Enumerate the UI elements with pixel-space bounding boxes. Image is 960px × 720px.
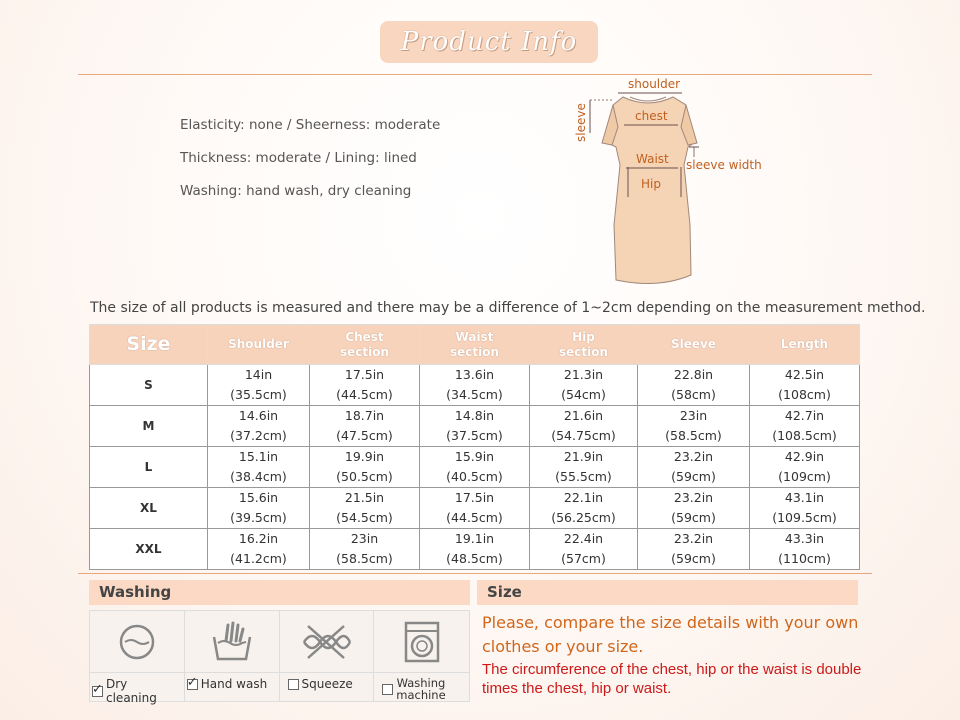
- table-cell: [420, 488, 530, 529]
- cell-cm: (37.5cm): [446, 428, 503, 443]
- size-table-header-row: [90, 325, 860, 365]
- cell-in: 21.9in: [563, 449, 604, 464]
- size-heading: Size: [477, 580, 858, 605]
- title-banner: [380, 21, 598, 63]
- cell-in: 42.9in: [784, 449, 825, 464]
- table-row: [90, 447, 860, 488]
- table-cell: [638, 488, 750, 529]
- squeeze-checkbox: [288, 679, 299, 690]
- cell-in: 23.2in: [673, 531, 714, 546]
- wash-item-hand-wash: [185, 611, 280, 701]
- table-cell: [420, 406, 530, 447]
- header-size: [90, 325, 208, 365]
- cell-in: 42.7in: [784, 408, 825, 423]
- diagram-label-shoulder: shoulder: [628, 77, 681, 91]
- cell-cm: (58cm): [671, 387, 716, 402]
- table-row: [90, 488, 860, 529]
- cell-cm: (37.2cm): [230, 428, 287, 443]
- table-cell: [310, 365, 420, 406]
- diagram-label-chest: chest: [635, 109, 668, 123]
- size-circumference-text: The circumference of the chest, hip or the waist is double times the chest, hip or waist.: [482, 661, 862, 697]
- cell-in: 14.8in: [454, 408, 495, 423]
- header-waist: [420, 325, 530, 365]
- cell-cm: (108.5cm): [772, 428, 837, 443]
- washing-machine-label: [396, 677, 445, 701]
- size-cell: XL: [90, 488, 208, 529]
- info-washing: Washing: hand wash, dry cleaning: [180, 183, 412, 199]
- header-hip: [530, 325, 638, 365]
- dry-cleaning-label: Dry cleaning: [106, 677, 157, 705]
- wash-icon-box: [374, 611, 469, 673]
- cell-in: 21.6in: [563, 408, 604, 423]
- wash-item-dry-cleaning: [90, 611, 185, 705]
- table-cell: [208, 365, 310, 406]
- table-cell: [750, 488, 860, 529]
- diagram-label-hip: Hip: [641, 177, 661, 191]
- wash-item-washing-machine: [374, 611, 469, 701]
- diagram-label-sleeve-width: sleeve width: [686, 158, 762, 172]
- header-chest-sub: section: [339, 344, 390, 359]
- header-chest: [310, 325, 420, 365]
- cell-in: 19.1in: [454, 531, 495, 546]
- table-cell: [750, 447, 860, 488]
- cell-in: 14.6in: [238, 408, 279, 423]
- hand-wash-icon: [208, 619, 256, 665]
- header-chest-label: Chest: [345, 329, 384, 344]
- cell-cm: (109cm): [778, 469, 831, 484]
- cell-in: 17.5in: [344, 367, 385, 382]
- cell-cm: (48.5cm): [446, 551, 503, 566]
- cell-in: 22.8in: [673, 367, 714, 382]
- size-cell: S: [90, 365, 208, 406]
- header-hip-sub: section: [558, 344, 609, 359]
- measurement-note: The size of all products is measured and there may be a difference of 1~2cm depending on the measurement method.: [90, 300, 926, 316]
- cell-in: 14in: [244, 367, 273, 382]
- cell-in: 18.7in: [344, 408, 385, 423]
- size-cell: XXL: [90, 529, 208, 570]
- table-cell: [208, 406, 310, 447]
- wash-label-row: [92, 677, 182, 705]
- table-row: [90, 529, 860, 570]
- cell-in: 21.5in: [344, 490, 385, 505]
- washing-icons-grid: [89, 610, 470, 705]
- wash-icon-box: [185, 611, 279, 673]
- header-hip-label: Hip: [572, 329, 595, 344]
- dry-clean-icon: [115, 620, 159, 664]
- wash-label-row: [187, 677, 277, 691]
- cell-cm: (44.5cm): [336, 387, 393, 402]
- table-cell: [530, 529, 638, 570]
- cell-cm: (54.75cm): [551, 428, 616, 443]
- page-title: Product Info: [400, 27, 578, 57]
- cell-in: 23in: [679, 408, 708, 423]
- header-waist-sub: section: [449, 344, 500, 359]
- cell-in: 23.2in: [673, 449, 714, 464]
- wash-icon-box: [280, 611, 374, 673]
- cell-in: 42.5in: [784, 367, 825, 382]
- squeeze-label: Squeeze: [301, 677, 353, 691]
- header-shoulder: [208, 325, 310, 365]
- table-cell: [420, 529, 530, 570]
- washing-machine-icon: [402, 620, 442, 664]
- cell-in: 19.9in: [344, 449, 385, 464]
- cell-cm: (59cm): [671, 469, 716, 484]
- cell-cm: (59cm): [671, 551, 716, 566]
- table-cell: [530, 488, 638, 529]
- cell-in: 21.3in: [563, 367, 604, 382]
- cell-cm: (39.5cm): [230, 510, 287, 525]
- table-cell: [310, 488, 420, 529]
- header-waist-label: Waist: [455, 329, 494, 344]
- cell-cm: (58.5cm): [336, 551, 393, 566]
- header-shoulder-label: Shoulder: [228, 337, 289, 351]
- washing-machine-checkbox: [382, 684, 393, 695]
- cell-in: 16.2in: [238, 531, 279, 546]
- no-wring-icon: [298, 622, 354, 662]
- table-cell: [638, 365, 750, 406]
- washing-machine-label-line2: machine: [396, 688, 446, 702]
- table-cell: [208, 488, 310, 529]
- cell-cm: (57cm): [561, 551, 606, 566]
- header-length: [750, 325, 860, 365]
- table-cell: [310, 406, 420, 447]
- cell-cm: (54.5cm): [336, 510, 393, 525]
- cell-in: 43.3in: [784, 531, 825, 546]
- table-cell: [310, 447, 420, 488]
- cell-in: 43.1in: [784, 490, 825, 505]
- hand-wash-label: Hand wash: [200, 677, 268, 691]
- table-cell: [638, 406, 750, 447]
- cell-in: 22.1in: [563, 490, 604, 505]
- table-cell: [530, 406, 638, 447]
- cell-in: 15.1in: [238, 449, 279, 464]
- cell-cm: (35.5cm): [230, 387, 287, 402]
- cell-cm: (47.5cm): [336, 428, 393, 443]
- cell-cm: (58.5cm): [665, 428, 722, 443]
- table-cell: [750, 365, 860, 406]
- diagram-label-sleeve: sleeve: [574, 103, 588, 142]
- table-cell: [208, 447, 310, 488]
- cell-cm: (56.25cm): [551, 510, 616, 525]
- header-sleeve-label: Sleeve: [671, 337, 716, 351]
- cell-in: 23.2in: [673, 490, 714, 505]
- header-length-label: Length: [780, 337, 829, 351]
- cell-in: 22.4in: [563, 531, 604, 546]
- size-cell: L: [90, 447, 208, 488]
- wash-label-row: [382, 677, 467, 701]
- cell-cm: (50.5cm): [336, 469, 393, 484]
- cell-cm: (40.5cm): [446, 469, 503, 484]
- table-cell: [530, 365, 638, 406]
- hand-wash-checkbox: [187, 679, 198, 690]
- info-elasticity: Elasticity: none / Sheerness: moderate: [180, 117, 441, 133]
- cell-in: 15.6in: [238, 490, 279, 505]
- table-cell: [420, 447, 530, 488]
- table-cell: [750, 406, 860, 447]
- cell-cm: (55.5cm): [555, 469, 612, 484]
- cell-cm: (41.2cm): [230, 551, 287, 566]
- cell-cm: (109.5cm): [772, 510, 837, 525]
- washing-heading: Washing: [89, 580, 470, 605]
- washing-machine-label-line1: Washing: [396, 676, 446, 690]
- cell-in: 23in: [350, 531, 379, 546]
- wash-icon-box: [90, 611, 184, 673]
- wash-label-row: [288, 677, 372, 691]
- table-cell: [638, 447, 750, 488]
- table-cell: [310, 529, 420, 570]
- cell-in: 17.5in: [454, 490, 495, 505]
- table-cell: [420, 365, 530, 406]
- cell-cm: (54cm): [561, 387, 606, 402]
- table-cell: [750, 529, 860, 570]
- cell-cm: (110cm): [778, 551, 831, 566]
- header-size-label: Size: [126, 333, 171, 355]
- diagram-label-waist: Waist: [636, 152, 669, 166]
- cell-in: 15.9in: [454, 449, 495, 464]
- cell-in: 13.6in: [454, 367, 495, 382]
- dress-diagram: [578, 75, 778, 295]
- table-cell: [530, 447, 638, 488]
- cell-cm: (44.5cm): [446, 510, 503, 525]
- bottom-divider: [78, 573, 872, 574]
- size-compare-text: Please, compare the size details with your own clothes or your size.: [482, 613, 859, 656]
- table-cell: [208, 529, 310, 570]
- info-thickness: Thickness: moderate / Lining: lined: [180, 150, 417, 166]
- cell-cm: (38.4cm): [230, 469, 287, 484]
- size-cell: M: [90, 406, 208, 447]
- size-table: [89, 324, 860, 570]
- dry-cleaning-checkbox: [92, 686, 103, 697]
- wash-item-squeeze: [280, 611, 375, 701]
- cell-cm: (108cm): [778, 387, 831, 402]
- table-row: [90, 406, 860, 447]
- table-row: [90, 365, 860, 406]
- header-sleeve: [638, 325, 750, 365]
- cell-cm: (59cm): [671, 510, 716, 525]
- cell-cm: (34.5cm): [446, 387, 503, 402]
- table-cell: [638, 529, 750, 570]
